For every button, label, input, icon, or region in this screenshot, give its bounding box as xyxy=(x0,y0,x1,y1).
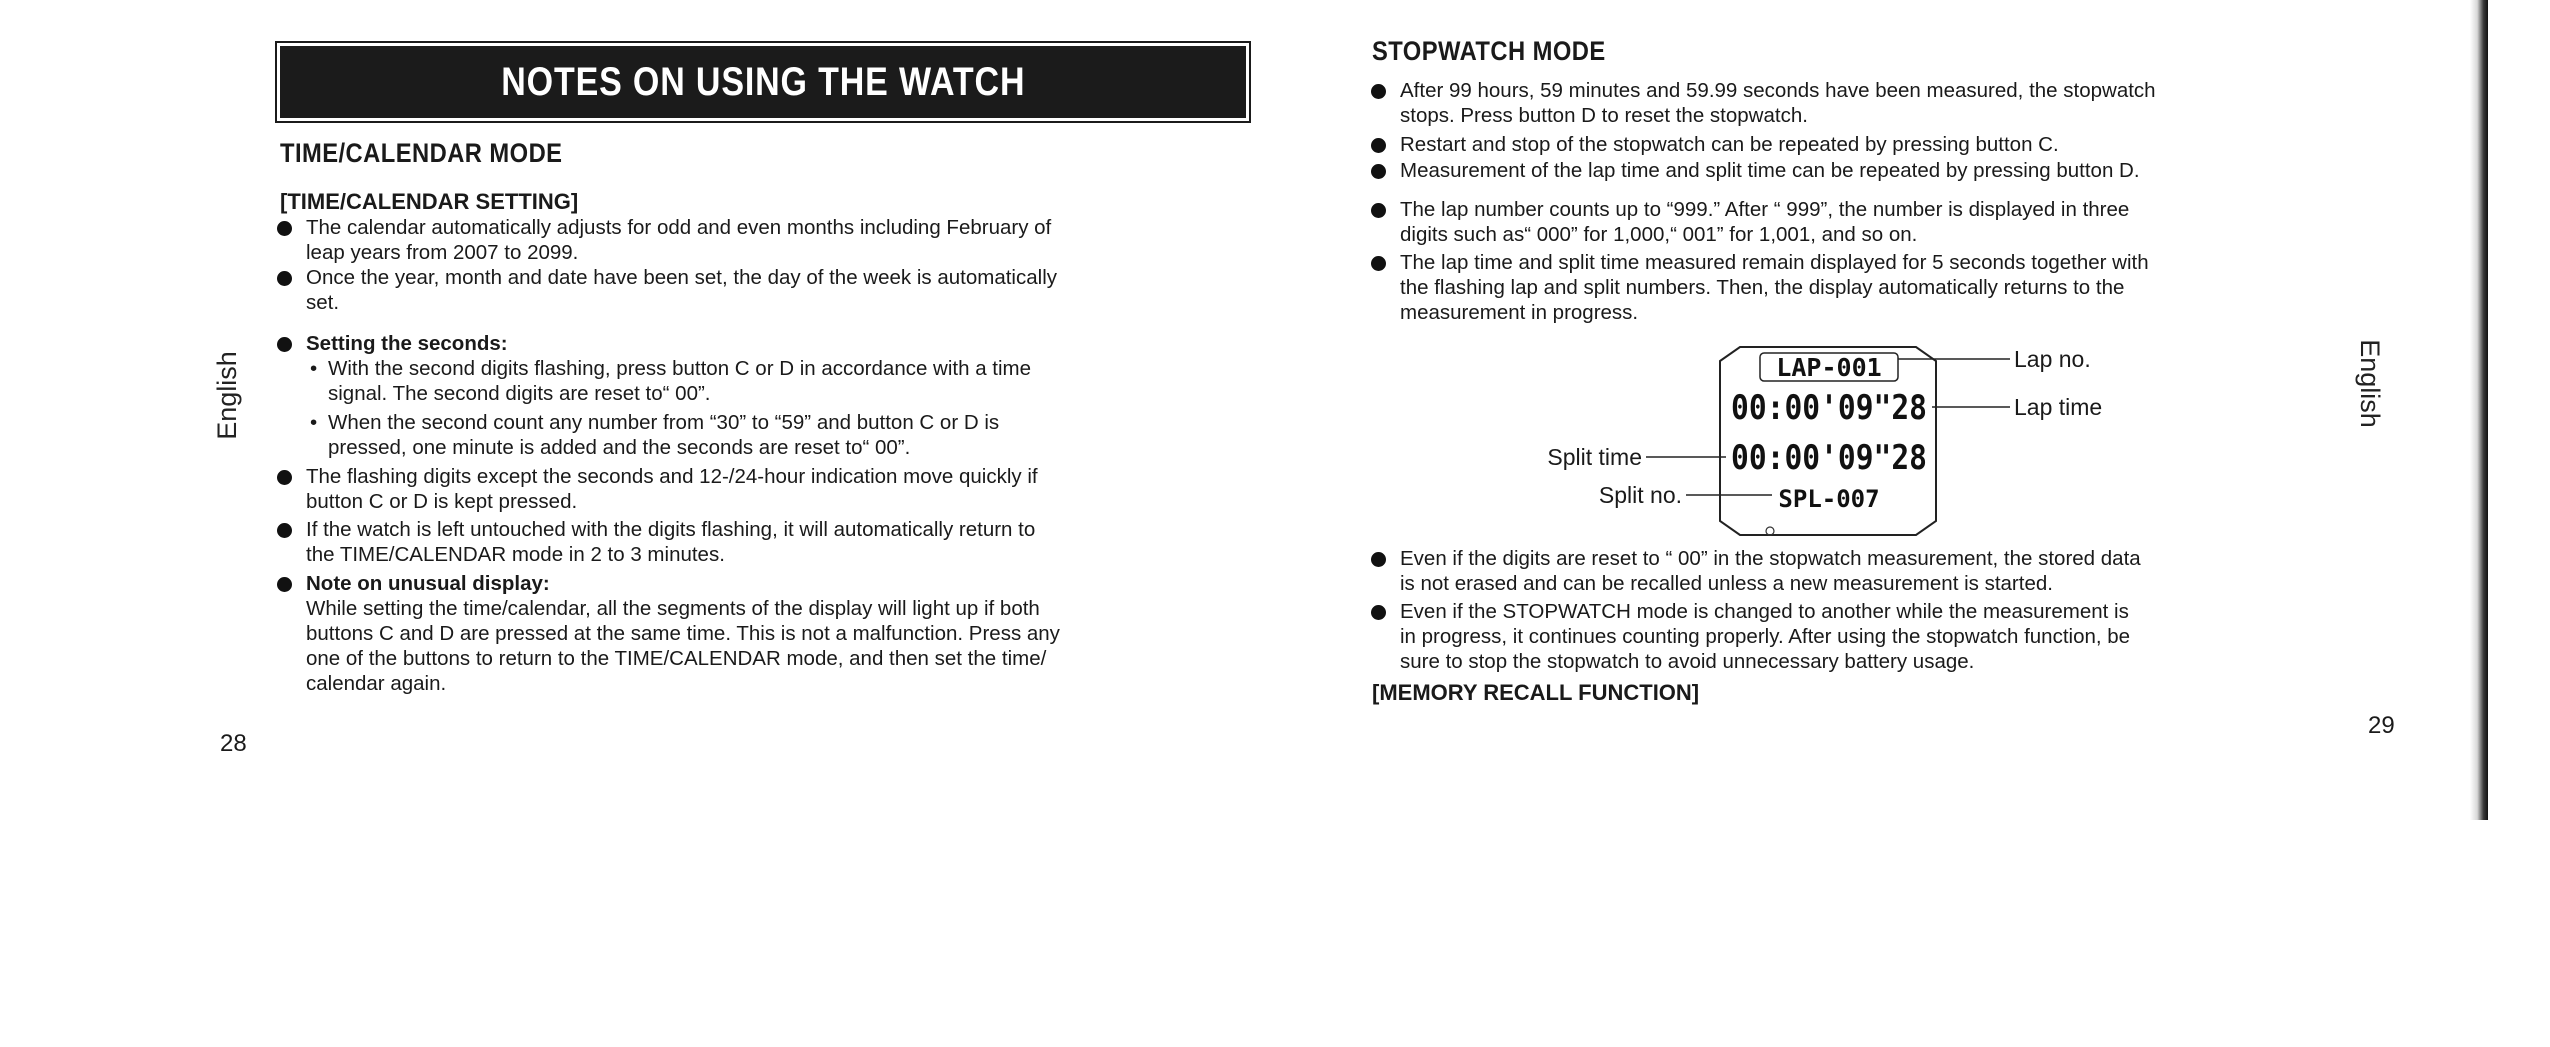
stopwatch-display-diagram xyxy=(1540,345,2140,545)
bullet-icon xyxy=(277,470,292,485)
side-label-left: English xyxy=(211,351,242,440)
bullet-display-duration: The lap time and split time measured remain displayed for 5 seconds together with the flashing lap and split numbers. Then, the display automatically returns to the measurement in progress. xyxy=(1400,250,2149,325)
bullet-setting-seconds: Setting the seconds: xyxy=(306,331,508,356)
bullet-day-of-week: Once the year, month and date have been set, the day of the week is automatically set. xyxy=(306,265,1057,315)
lcd-lap-number: LAP-001 xyxy=(1776,353,1882,382)
lcd-split-number: SPL-007 xyxy=(1778,485,1880,513)
sub-bullet-time-signal: • With the second digits flashing, press button C or D in accordance with a time signal. The second digits are reset to“ 00”. xyxy=(310,357,1032,405)
bullet-untouched-watch: If the watch is left untouched with the digits flashing, it will automatically return to the TIME/CALENDAR mode in 2 to 3 minutes. xyxy=(306,517,1035,567)
time-calendar-setting-heading: [TIME/CALENDAR SETTING] xyxy=(280,189,579,214)
bullet-icon xyxy=(277,577,292,592)
label-lap-no: Lap no. xyxy=(2014,346,2091,372)
page-number-left: 28 xyxy=(220,730,247,757)
bullet-icon xyxy=(1371,605,1386,620)
bullet-icon xyxy=(1371,203,1386,218)
lcd-lap-time: 00:00'09"28 xyxy=(1731,388,1927,428)
bullet-icon xyxy=(277,523,292,538)
bullet-icon xyxy=(1371,552,1386,567)
label-lap-time: Lap time xyxy=(2014,394,2103,420)
label-split-no: Split no. xyxy=(1598,482,1682,508)
bullet-icon xyxy=(1371,256,1386,271)
banner-title: NOTES ON USING THE WATCH xyxy=(500,59,1026,104)
bullet-icon xyxy=(1371,138,1386,153)
bullet-lap-count: The lap number counts up to “999.” After “ 999”, the number is displayed in three digits such as“ 000” for 1,000,“ 001” for 1,001, and so on. xyxy=(1400,197,2129,247)
bullet-restart-stop: Restart and stop of the stopwatch can be repeated by pressing button C. xyxy=(1400,132,2059,157)
lcd-split-time: 00:00'09"28 xyxy=(1731,438,1927,478)
bullet-calendar-adjust: The calendar automatically adjusts for odd and even months including February of leap years from 2007 to 2099. xyxy=(306,215,1051,265)
bullet-mode-change: Even if the STOPWATCH mode is changed to another while the measurement is in progress, it continues counting properly. After using the stopwatch function, be sure to stop the stopwatch to avoid unnecessary battery usage. xyxy=(1400,599,2130,674)
bullet-lap-split: Measurement of the lap time and split time can be repeated by pressing button D. xyxy=(1400,158,2140,183)
page-number-right: 29 xyxy=(2368,712,2395,739)
bullet-icon xyxy=(1371,84,1386,99)
notes-banner xyxy=(280,46,1246,118)
bullet-icon xyxy=(277,337,292,352)
bullet-unusual-display: Note on unusual display: While setting the time/calendar, all the segments of the display will light up if both buttons C and D are pressed at the same time. This is not a malfunction. Press any one of the buttons to return to the TIME/CALENDAR mode, and then set the time/ calendar again. xyxy=(306,571,1060,696)
side-label-right: English xyxy=(2354,339,2385,428)
time-calendar-mode-title: TIME/CALENDAR MODE xyxy=(280,138,563,168)
bullet-stopwatch-limit: After 99 hours, 59 minutes and 59.99 seconds have been measured, the stopwatch stops. Press button D to reset the stopwatch. xyxy=(1400,78,2156,128)
scan-binding-edge xyxy=(2470,0,2488,820)
bullet-flashing-digits: The flashing digits except the seconds and 12-/24-hour indication move quickly if button C or D is kept pressed. xyxy=(306,464,1038,514)
bullet-icon xyxy=(1371,164,1386,179)
bullet-icon xyxy=(277,271,292,286)
bullet-reset-data: Even if the digits are reset to “ 00” in the stopwatch measurement, the stored data is not erased and can be recalled unless a new measurement is started. xyxy=(1400,546,2141,596)
stopwatch-mode-title: STOPWATCH MODE xyxy=(1372,36,1606,66)
sub-bullet-minute-added: • When the second count any number from “30” to “59” and button C or D is pressed, one minute is added and the seconds are reset to“ 00”. xyxy=(310,411,1000,459)
memory-recall-heading: [MEMORY RECALL FUNCTION] xyxy=(1372,680,1700,705)
label-split-time: Split time xyxy=(1547,444,1642,470)
bullet-icon xyxy=(277,221,292,236)
